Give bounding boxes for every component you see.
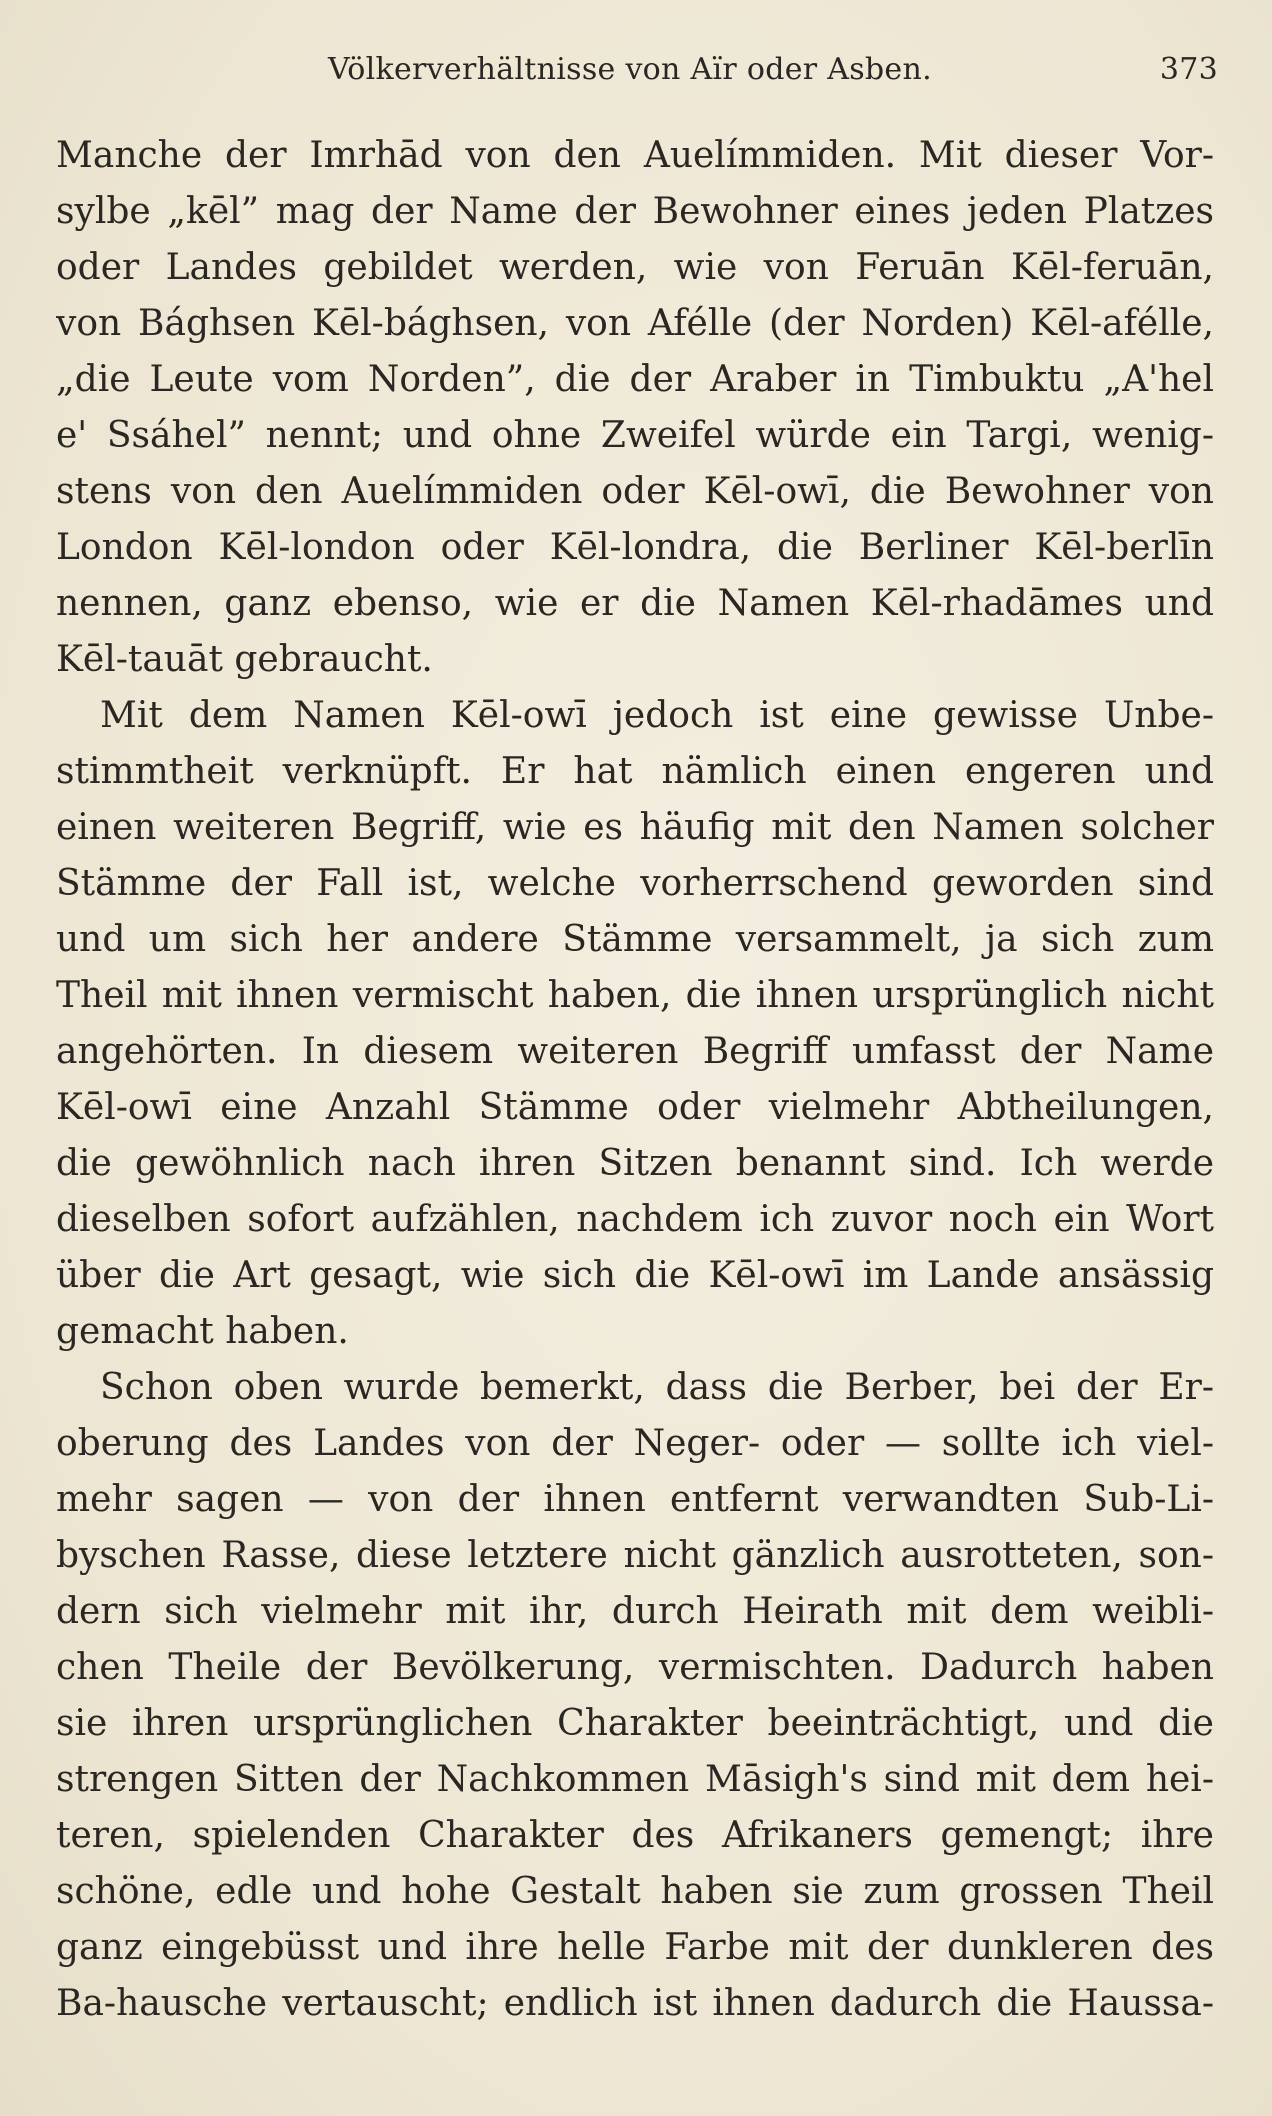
text-line: Manche der Imrhād von den Auelímmiden. Mit dieser Vor- [56, 135, 1214, 176]
text-line: schöne, edle und hohe Gestalt haben sie zum grossen Theil [56, 1871, 1214, 1912]
page-number: 373 [1159, 52, 1218, 87]
text-line: „die Leute vom Norden”, die der Araber in Timbuktu „A'hel [56, 359, 1214, 400]
running-title: Völkerverhältnisse von Aïr oder Asben. [328, 52, 932, 87]
text-line: angehörten. In diesem weiteren Begriff umfasst der Name [56, 1031, 1214, 1072]
text-line: die gewöhnlich nach ihren Sitzen benannt sind. Ich werde [56, 1143, 1214, 1184]
text-line: oder Landes gebildet werden, wie von Feruān Kēl-feruān, [56, 247, 1214, 288]
text-line: Schon oben wurde bemerkt, dass die Berber, bei der Er- [100, 1367, 1214, 1408]
text-line: Kēl-tauāt gebraucht. [56, 639, 433, 680]
text-line: gemacht haben. [56, 1311, 349, 1352]
text-line: mehr sagen — von der ihnen entfernt verwandten Sub-Li- [56, 1479, 1214, 1520]
text-line: Theil mit ihnen vermischt haben, die ihnen ursprünglich nicht [56, 975, 1214, 1016]
text-line: Mit dem Namen Kēl-owī jedoch ist eine gewisse Unbe- [100, 695, 1214, 736]
running-header [328, 52, 1218, 96]
text-line: Ba-hausche vertauscht; endlich ist ihnen dadurch die Haussa- [56, 1983, 1214, 2024]
text-line: nennen, ganz ebenso, wie er die Namen Kēl-rhadāmes und [56, 583, 1214, 624]
text-line: Stämme der Fall ist, welche vorherrschend geworden sind [56, 863, 1214, 904]
text-line: sie ihren ursprünglichen Charakter beeinträchtigt, und die [56, 1703, 1214, 1744]
text-line: Kēl-owī eine Anzahl Stämme oder vielmehr Abtheilungen, [56, 1087, 1214, 1128]
text-line: oberung des Landes von der Neger- oder — sollte ich viel- [56, 1423, 1214, 1464]
text-line: dieselben sofort aufzählen, nachdem ich zuvor noch ein Wort [56, 1199, 1214, 1240]
text-line: chen Theile der Bevölkerung, vermischten. Dadurch haben [56, 1647, 1214, 1688]
text-line: und um sich her andere Stämme versammelt, ja sich zum [56, 919, 1214, 960]
text-line: byschen Rasse, diese letztere nicht gänzlich ausrotteten, son- [56, 1535, 1214, 1576]
text-line: dern sich vielmehr mit ihr, durch Heirath mit dem weibli- [56, 1591, 1214, 1632]
text-line: teren, spielenden Charakter des Afrikaners gemengt; ihre [56, 1815, 1214, 1856]
text-line: einen weiteren Begriff, wie es häufig mit den Namen solcher [56, 807, 1214, 848]
text-line: ganz eingebüsst und ihre helle Farbe mit der dunkleren des [56, 1927, 1214, 1968]
text-line: über die Art gesagt, wie sich die Kēl-owī im Lande ansässig [56, 1255, 1214, 1296]
text-line: stens von den Auelímmiden oder Kēl-owī, die Bewohner von [56, 471, 1214, 512]
text-line: strengen Sitten der Nachkommen Māsigh's sind mit dem hei- [56, 1759, 1214, 1800]
text-line: London Kēl-london oder Kēl-londra, die Berliner Kēl-berlīn [56, 527, 1214, 568]
text-line: von Bághsen Kēl-bághsen, von Afélle (der Norden) Kēl-afélle, [56, 303, 1214, 344]
text-line: sylbe „kēl” mag der Name der Bewohner eines jeden Platzes [56, 191, 1214, 232]
text-line: e' Ssáhel” nennt; und ohne Zweifel würde ein Targi, wenig- [56, 415, 1214, 456]
body-text [56, 128, 1214, 2032]
text-line: stimmtheit verknüpft. Er hat nämlich einen engeren und [56, 751, 1214, 792]
